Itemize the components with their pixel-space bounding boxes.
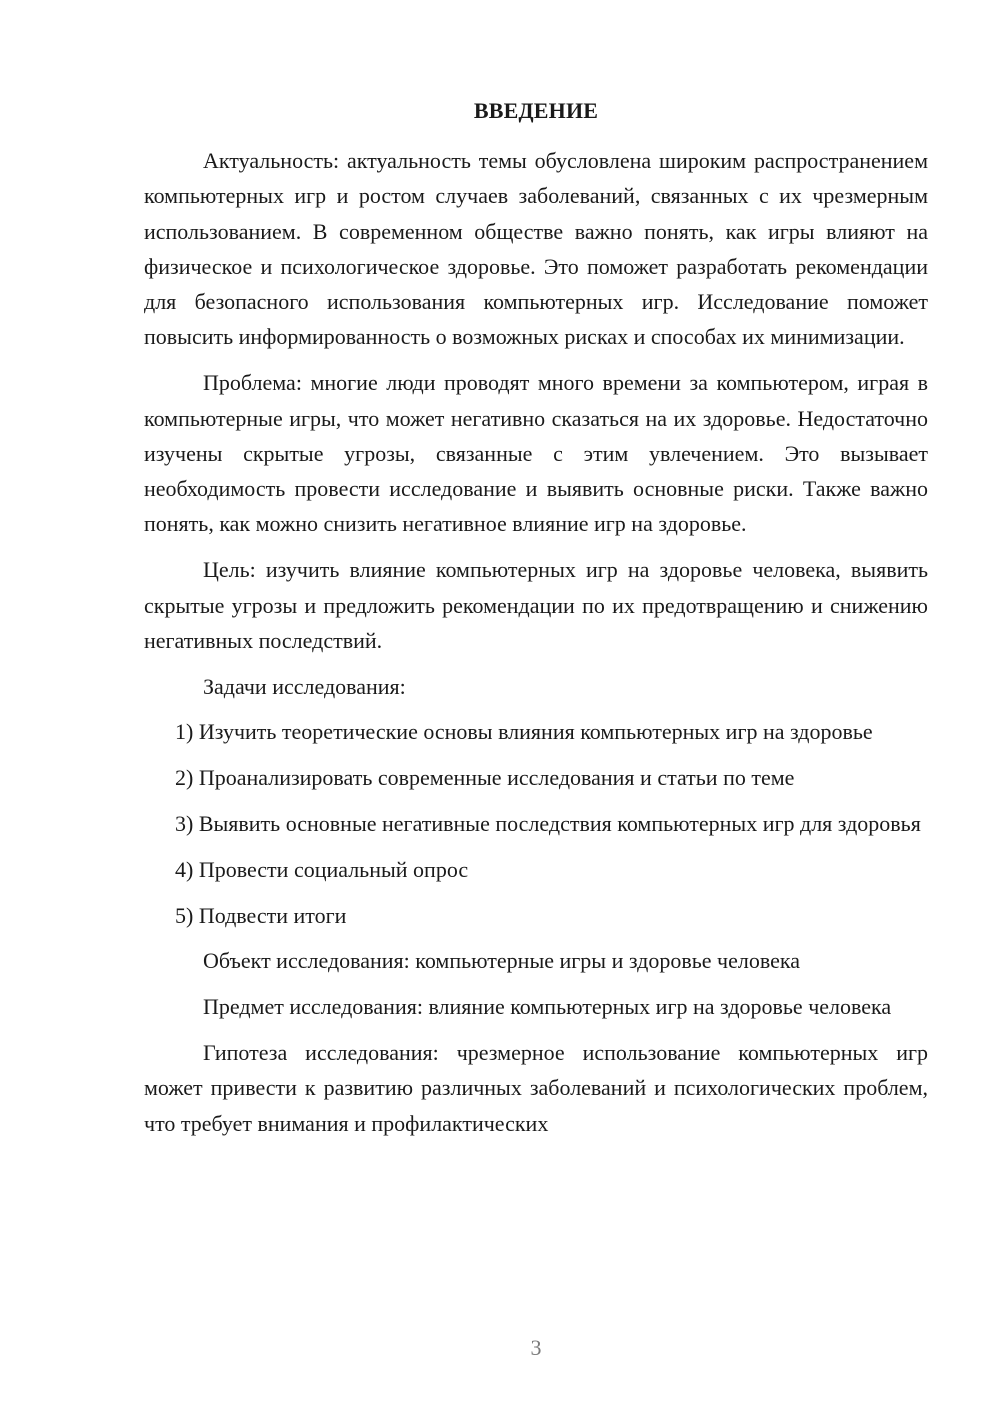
task-item-4: 4) Провести социальный опрос [175,856,469,882]
research-object-paragraph: Объект исследования: компьютерные игры и здоровье человека [203,948,800,974]
task-item-3: 3) Выявить основные негативные последствия компьютерных игр для здоровья [175,811,921,837]
problem-paragraph: Проблема: многие люди проводят много времени за компьютером, играя в компьютерные игры, что может негативно сказаться на их здоровье. Недостаточно изучены скрытые угрозы, связанные с этим увлечением. Это вызывает необходимость провести исследование и выявить основные риски. Также важно понять, как можно снизить негативное влияние игр на здоровье. [144,370,928,537]
task-item-5: 5) Подвести итоги [175,902,347,928]
page-number: 3 [530,1335,542,1360]
goal-paragraph: Цель: изучить влияние компьютерных игр на здоровье человека, выявить скрытые угрозы и предложить рекомендации по их предотвращению и снижению негативных последствий. [144,557,928,653]
section-title: ВВЕДЕНИЕ [473,98,599,123]
relevance-paragraph: Актуальность: актуальность темы обусловлена широким распространением компьютерных игр и ростом случаев заболеваний, связанных с их чрезмерным использованием. В современном обществе важно понять, как игры влияют на физическое и психологическое здоровье. Это поможет разработать рекомендации для безопасного использования компьютерных игр. Исследование поможет повысить информированность о возможных рисках и способах их минимизации. [144,148,928,350]
task-item-1: 1) Изучить теоретические основы влияния компьютерных игр на здоровье [175,719,873,745]
document-body [144,143,928,1151]
tasks-heading: Задачи исследования: [203,673,406,699]
hypothesis-paragraph: Гипотеза исследования: чрезмерное использование компьютерных игр может привести к развитию различных заболеваний и психологических проблем, что требует внимания и профилактических [144,1040,928,1136]
research-subject-paragraph: Предмет исследования: влияние компьютерных игр на здоровье человека [203,994,892,1020]
task-item-2: 2) Проанализировать современные исследования и статьи по теме [175,765,795,791]
